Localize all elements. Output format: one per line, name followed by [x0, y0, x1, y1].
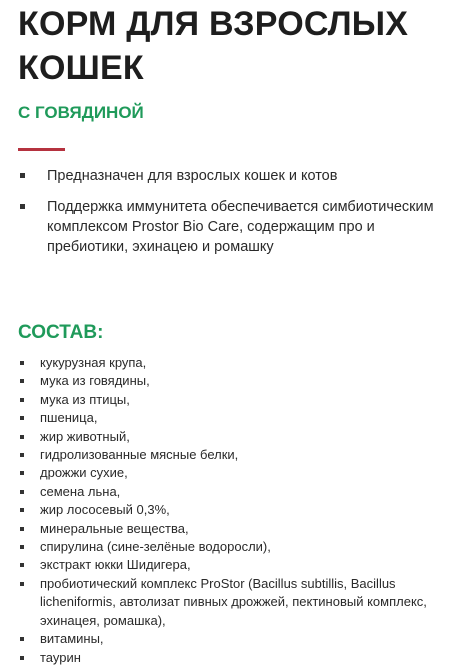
ingredient-item	[18, 483, 443, 501]
ingredient-item	[18, 446, 443, 464]
title-divider	[18, 148, 65, 151]
bullet-icon	[20, 453, 24, 457]
feature-text: Поддержка иммунитета обеспечивается симбиотическим комплексом Prostor Bio Care, содержащим про и пребиотики, эхинацею и ромашку	[47, 199, 434, 255]
ingredient-item	[18, 372, 443, 390]
ingredient-item	[18, 391, 443, 409]
bullet-icon	[20, 435, 24, 439]
ingredient-text: жир лососевый 0,3%,	[40, 502, 170, 518]
ingredient-text: витамины,	[40, 631, 104, 647]
ingredient-text: мука из птицы,	[40, 391, 130, 407]
bullet-icon	[20, 545, 24, 549]
feature-list	[18, 166, 443, 268]
ingredient-text: дрожжи сухие,	[40, 465, 128, 481]
bullet-icon	[20, 204, 25, 209]
ingredient-text: пшеница,	[40, 410, 98, 426]
bullet-icon	[20, 527, 24, 531]
ingredient-item	[18, 464, 443, 482]
bullet-icon	[20, 416, 24, 420]
ingredient-item	[18, 630, 443, 648]
feature-text: Предназначен для взрослых кошек и котов	[47, 168, 338, 184]
ingredient-item	[18, 354, 443, 372]
bullet-icon	[20, 490, 24, 494]
bullet-icon	[20, 582, 24, 586]
ingredient-text: таурин	[40, 649, 81, 665]
page-subtitle: С ГОВЯДИНОЙ	[18, 103, 144, 122]
feature-item	[18, 197, 443, 257]
ingredient-item	[18, 501, 443, 519]
bullet-icon	[20, 398, 24, 402]
ingredient-text: пробиотический комплекс ProStor (Bacillus subtillis, Bacillus licheniformis, автолизат пивных дрожжей, пектиновый комплекс, эхинацея, ромашка),	[40, 575, 427, 628]
ingredient-item	[18, 538, 443, 556]
composition-title: СОСТАВ:	[18, 322, 104, 343]
ingredient-text: семена льна,	[40, 483, 121, 499]
ingredient-item	[18, 556, 443, 574]
feature-item	[18, 166, 443, 186]
ingredient-text: гидролизованные мясные белки,	[40, 447, 239, 463]
bullet-icon	[20, 471, 24, 475]
bullet-icon	[20, 173, 25, 178]
ingredient-item	[18, 520, 443, 538]
ingredient-text: мука из говядины,	[40, 373, 150, 389]
ingredient-text: экстракт юкки Шидигера,	[40, 557, 191, 573]
bullet-icon	[20, 656, 24, 660]
ingredient-item	[18, 409, 443, 427]
ingredient-text: минеральные вещества,	[40, 520, 189, 536]
bullet-icon	[20, 563, 24, 567]
ingredient-item	[18, 649, 443, 667]
ingredient-text: спирулина (сине-зелёные водоросли),	[40, 539, 271, 555]
bullet-icon	[20, 361, 24, 365]
bullet-icon	[20, 508, 24, 512]
ingredient-item	[18, 428, 443, 446]
bullet-icon	[20, 379, 24, 383]
page-title: КОРМ ДЛЯ ВЗРОСЛЫХ КОШЕК	[18, 5, 409, 87]
ingredient-text: кукурузная крупа,	[40, 355, 147, 370]
ingredient-item	[18, 575, 443, 630]
ingredient-text: жир животный,	[40, 428, 130, 444]
ingredient-list	[18, 354, 443, 667]
bullet-icon	[20, 637, 24, 641]
